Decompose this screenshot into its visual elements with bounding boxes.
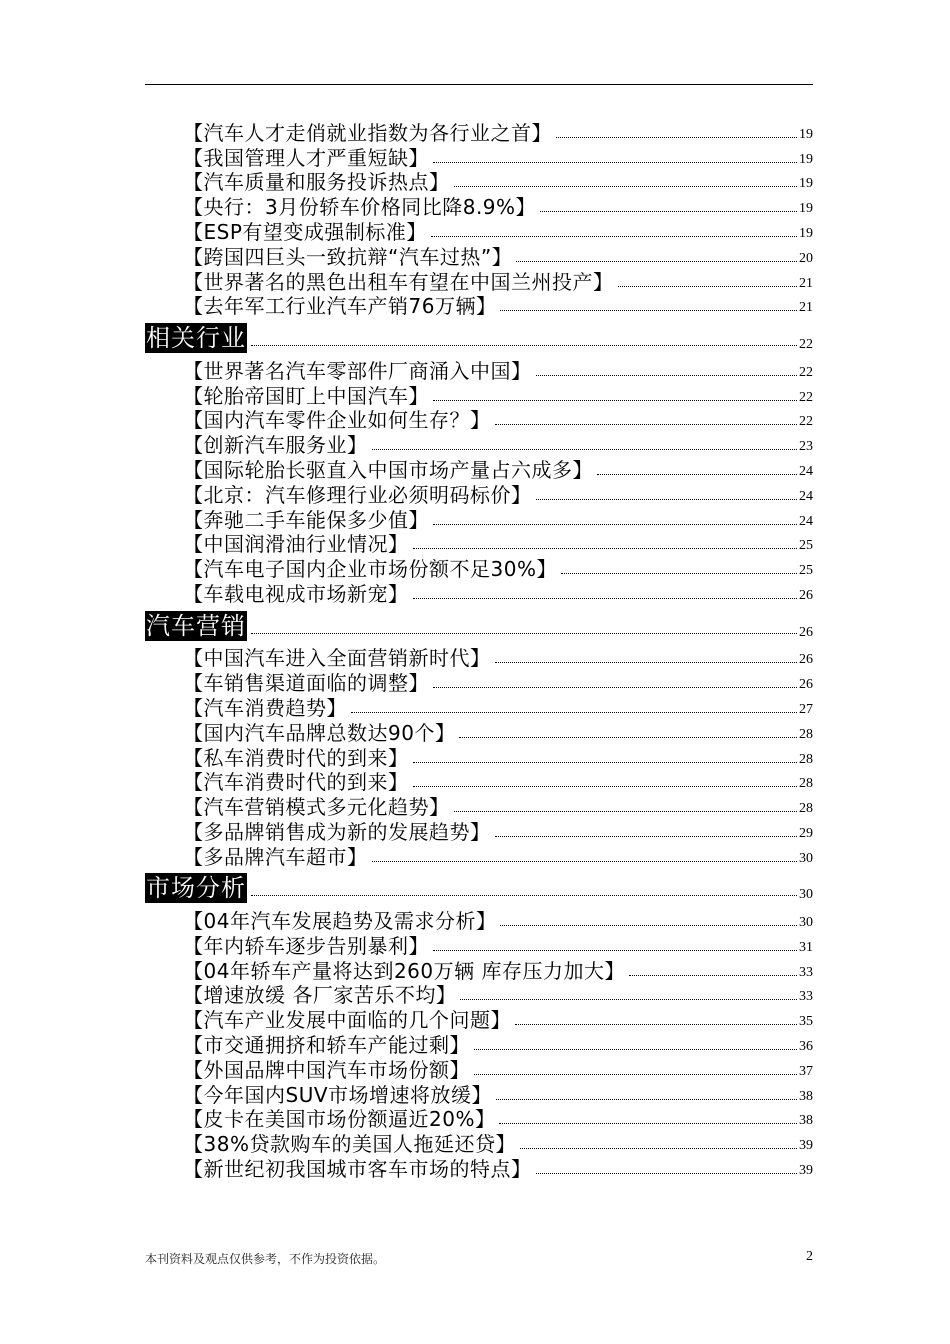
entry-title: 【中国汽车进入全面营销新时代】 xyxy=(183,646,491,671)
dot-leader xyxy=(597,474,797,475)
page-number: 26 xyxy=(799,652,813,668)
dot-leader xyxy=(433,950,797,951)
toc-entry[interactable] xyxy=(145,646,813,671)
page-number: 35 xyxy=(799,1014,813,1030)
entry-title: 【汽车消费时代的到来】 xyxy=(183,770,409,795)
entry-title: 【轮胎帝国盯上中国汽车】 xyxy=(183,383,429,408)
dot-leader xyxy=(251,895,797,896)
entry-title: 【外国品牌中国汽车市场份额】 xyxy=(183,1057,470,1082)
entry-title: 【增速放缓 各厂家苦乐不均】 xyxy=(183,983,457,1008)
entry-title: 【私车消费时代的到来】 xyxy=(183,745,409,770)
dot-leader xyxy=(431,236,797,237)
dot-leader xyxy=(413,598,798,599)
dot-leader xyxy=(454,811,798,812)
dot-leader xyxy=(459,737,797,738)
dot-leader xyxy=(536,499,798,500)
page-number: 37 xyxy=(799,1063,813,1079)
toc-entry[interactable] xyxy=(145,844,813,869)
entry-title: 【新世纪初我国城市客车市场的特点】 xyxy=(183,1157,532,1182)
toc-entry[interactable] xyxy=(145,581,813,606)
dot-leader xyxy=(474,1074,797,1075)
entry-title: 【央行：3月份轿车价格同比降8.9%】 xyxy=(183,195,537,220)
toc-section-heading[interactable] xyxy=(145,611,813,641)
page-number: 21 xyxy=(799,275,813,291)
dot-leader xyxy=(413,762,798,763)
toc-entry[interactable] xyxy=(145,933,813,958)
page-number: 30 xyxy=(799,915,813,931)
entry-title: 【ESP有望变成强制标准】 xyxy=(183,219,427,244)
section-title: 市场分析 xyxy=(146,874,246,903)
page-number: 29 xyxy=(799,825,813,841)
table-of-contents xyxy=(145,120,813,1181)
dot-leader xyxy=(629,975,797,976)
dot-leader xyxy=(454,186,798,187)
entry-title: 【世界著名的黑色出租车有望在中国兰州投产】 xyxy=(183,269,614,294)
toc-entry[interactable] xyxy=(145,482,813,507)
page-number: 28 xyxy=(799,751,813,767)
toc-entry[interactable] xyxy=(145,532,813,557)
dot-leader xyxy=(516,261,797,262)
page-number: 24 xyxy=(799,488,813,504)
page-number: 21 xyxy=(799,300,813,316)
entry-title: 【04年轿车产量将达到260万辆 库存压力加大】 xyxy=(183,958,625,983)
toc-entry[interactable] xyxy=(145,145,813,170)
toc-entry[interactable] xyxy=(145,1082,813,1107)
entry-title: 【汽车电子国内企业市场份额不足30%】 xyxy=(183,557,557,582)
dot-leader xyxy=(413,548,798,549)
toc-entry[interactable] xyxy=(145,1007,813,1032)
footer-page-number: 2 xyxy=(806,1249,813,1264)
footer-disclaimer: 本刊资料及观点仅供参考，不作为投资依据。 xyxy=(145,1252,386,1266)
dot-leader xyxy=(495,662,798,663)
entry-title: 【04年汽车发展趋势及需求分析】 xyxy=(183,909,497,934)
page-number: 28 xyxy=(799,726,813,742)
entry-title: 【38%贷款购车的美国人拖延还贷】 xyxy=(183,1132,516,1157)
page-number: 24 xyxy=(799,463,813,479)
entry-title: 【多品牌汽车超市】 xyxy=(183,844,368,869)
dot-leader xyxy=(495,424,798,425)
page-number: 19 xyxy=(799,201,813,217)
toc-entry[interactable] xyxy=(145,958,813,983)
entry-title: 【世界著名汽车零部件厂商涌入中国】 xyxy=(183,358,532,383)
page-number: 27 xyxy=(799,701,813,717)
page-number: 19 xyxy=(799,151,813,167)
page-number: 38 xyxy=(799,1113,813,1129)
page-number: 30 xyxy=(799,850,813,866)
entry-title: 【国际轮胎长驱直入中国市场产量占六成多】 xyxy=(183,457,593,482)
dot-leader xyxy=(556,137,797,138)
dot-leader xyxy=(433,162,797,163)
page-number: 33 xyxy=(799,964,813,980)
dot-leader xyxy=(433,524,797,525)
toc-entry[interactable] xyxy=(145,120,813,145)
dot-leader xyxy=(351,712,797,713)
page-number: 28 xyxy=(799,801,813,817)
dot-leader xyxy=(372,861,798,862)
entry-title: 【北京：汽车修理行业必须明码标价】 xyxy=(183,482,532,507)
page-number: 26 xyxy=(799,587,813,603)
page-number: 22 xyxy=(799,414,813,430)
page-number: 25 xyxy=(799,538,813,554)
entry-title: 【市交通拥挤和轿车产能过剩】 xyxy=(183,1033,470,1058)
dot-leader xyxy=(499,1123,797,1124)
page-number: 23 xyxy=(799,439,813,455)
toc-entry[interactable] xyxy=(145,294,813,319)
page-number: 38 xyxy=(799,1088,813,1104)
toc-entry[interactable] xyxy=(145,457,813,482)
toc-entry[interactable] xyxy=(145,1156,813,1181)
toc-entry[interactable] xyxy=(145,432,813,457)
dot-leader xyxy=(413,786,798,787)
toc-entry[interactable] xyxy=(145,695,813,720)
page-number: 19 xyxy=(799,176,813,192)
page-number: 25 xyxy=(799,563,813,579)
toc-entry[interactable] xyxy=(145,1131,813,1156)
dot-leader xyxy=(251,633,797,634)
entry-title: 【我国管理人才严重短缺】 xyxy=(183,145,429,170)
toc-entry[interactable] xyxy=(145,219,813,244)
dot-leader xyxy=(460,999,797,1000)
toc-section-heading[interactable] xyxy=(145,323,813,353)
section-title: 相关行业 xyxy=(146,323,246,352)
dot-leader xyxy=(520,1148,797,1149)
dot-leader xyxy=(536,1173,798,1174)
toc-entry[interactable] xyxy=(145,745,813,770)
toc-entry[interactable] xyxy=(145,1032,813,1057)
dot-leader xyxy=(540,211,797,212)
page-number: 22 xyxy=(799,389,813,405)
toc-section-heading[interactable] xyxy=(145,874,813,903)
page-number: 30 xyxy=(799,887,813,903)
dot-leader xyxy=(500,310,797,311)
toc-entry[interactable] xyxy=(145,1057,813,1082)
dot-leader xyxy=(372,449,798,450)
page-number: 33 xyxy=(799,989,813,1005)
page-number: 28 xyxy=(799,776,813,792)
entry-title: 【皮卡在美国市场份额逼近20%】 xyxy=(183,1107,496,1132)
toc-entry[interactable] xyxy=(145,507,813,532)
dot-leader xyxy=(536,375,798,376)
toc-entry[interactable] xyxy=(145,269,813,294)
dot-leader xyxy=(251,345,797,346)
toc-entry[interactable] xyxy=(145,1107,813,1132)
dot-leader xyxy=(474,1049,797,1050)
entry-title: 【国内汽车零件企业如何生存？】 xyxy=(183,408,491,433)
entry-title: 【奔驰二手车能保多少值】 xyxy=(183,507,429,532)
entry-title: 【车销售渠道面临的调整】 xyxy=(183,671,429,696)
entry-title: 【国内汽车品牌总数达90个】 xyxy=(183,720,456,745)
page-number: 36 xyxy=(799,1039,813,1055)
dot-leader xyxy=(500,925,797,926)
entry-title: 【车载电视成市场新宠】 xyxy=(183,581,409,606)
dot-leader xyxy=(433,400,797,401)
page-number: 39 xyxy=(799,1163,813,1179)
page-number: 26 xyxy=(799,624,813,640)
entry-title: 【汽车产业发展中面临的几个问题】 xyxy=(183,1008,511,1033)
dot-leader xyxy=(561,573,797,574)
page-number: 26 xyxy=(799,677,813,693)
toc-entry[interactable] xyxy=(145,358,813,383)
dot-leader xyxy=(433,687,797,688)
page-number: 19 xyxy=(799,225,813,241)
dot-leader xyxy=(618,286,798,287)
toc-entry[interactable] xyxy=(145,908,813,933)
entry-title: 【多品牌销售成为新的发展趋势】 xyxy=(183,819,491,844)
toc-entry[interactable] xyxy=(145,670,813,695)
toc-entry[interactable] xyxy=(145,556,813,581)
page-number: 20 xyxy=(799,250,813,266)
toc-entry[interactable] xyxy=(145,983,813,1008)
entry-title: 【年内轿车逐步告别暴利】 xyxy=(183,933,429,958)
toc-entry[interactable] xyxy=(145,770,813,795)
header-rule xyxy=(145,84,813,85)
dot-leader xyxy=(496,1099,797,1100)
toc-entry[interactable] xyxy=(145,244,813,269)
toc-entry[interactable] xyxy=(145,194,813,219)
page-number: 39 xyxy=(799,1138,813,1154)
page-number: 22 xyxy=(799,336,813,352)
dot-leader xyxy=(515,1024,797,1025)
entry-title: 【中国润滑油行业情况】 xyxy=(183,532,409,557)
page-number: 31 xyxy=(799,939,813,955)
entry-title: 【汽车消费趋势】 xyxy=(183,695,347,720)
entry-title: 【汽车质量和服务投诉热点】 xyxy=(183,170,450,195)
entry-title: 【今年国内SUV市场增速将放缓】 xyxy=(183,1082,493,1107)
toc-entry[interactable] xyxy=(145,819,813,844)
toc-entry[interactable] xyxy=(145,408,813,433)
toc-entry[interactable] xyxy=(145,794,813,819)
entry-title: 【汽车营销模式多元化趋势】 xyxy=(183,795,450,820)
page-number: 24 xyxy=(799,513,813,529)
section-title: 汽车营销 xyxy=(146,611,246,640)
page-number: 19 xyxy=(799,126,813,142)
toc-entry[interactable] xyxy=(145,383,813,408)
entry-title: 【去年军工行业汽车产销76万辆】 xyxy=(183,294,497,319)
toc-entry[interactable] xyxy=(145,170,813,195)
dot-leader xyxy=(495,836,798,837)
toc-entry[interactable] xyxy=(145,720,813,745)
page-number: 22 xyxy=(799,364,813,380)
entry-title: 【跨国四巨头一致抗辩“汽车过热”】 xyxy=(183,244,513,269)
entry-title: 【汽车人才走俏就业指数为各行业之首】 xyxy=(183,120,552,145)
entry-title: 【创新汽车服务业】 xyxy=(183,433,368,458)
